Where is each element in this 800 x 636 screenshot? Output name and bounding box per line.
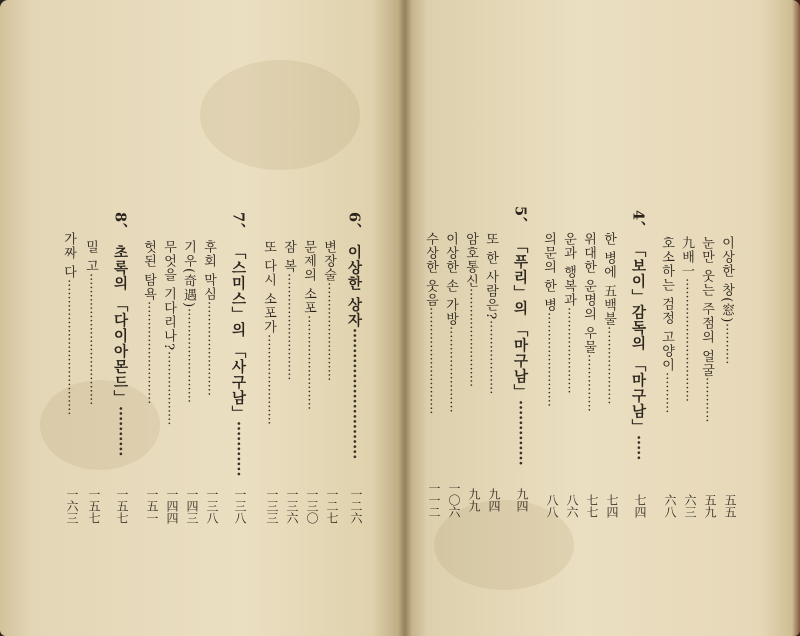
leader-dots: ························ [463,288,478,388]
entry-title: 후회 막심 [201,240,216,302]
page-edge [792,0,800,636]
leader-dots: ············· [511,399,529,466]
toc-entry [602,232,615,405]
toc-entry [680,236,693,402]
page-number: 一三八 [205,488,219,524]
page-number: 八六 [565,494,579,518]
page-number: 七四 [605,494,619,518]
leader-dots: ·························· [423,307,438,415]
leader-dots: ·········· [719,323,734,365]
leader-dots: ························ [321,282,336,382]
leader-dots: ························· [141,301,156,405]
toc-entry [84,240,97,405]
entry-title: 기우(奇遇) [181,240,196,309]
leader-dots: ·························· [345,328,363,460]
toc-entry-chapter-4 [630,210,645,460]
chapter-number: 7、 [229,212,247,239]
toc-entry [62,232,75,416]
chapter-number: 6、 [345,212,363,239]
entry-title: 이상한 상자 [345,244,363,329]
page-number: 六八 [663,494,677,518]
page-number: 一二七 [325,488,339,524]
leader-dots: ······················· [181,308,196,404]
page-number: 一三三 [265,488,279,524]
page-number: 九四 [515,488,529,512]
leader-dots: ····················· [443,326,458,414]
leader-dots: ································ [83,273,98,406]
entry-title: 「스미스」의 「사구남」 [229,244,247,422]
toc-entry [484,232,497,395]
page-number: 五九 [703,494,717,518]
toc-entry [202,240,215,396]
entry-title: 위대한 운명의 우물 [581,232,596,355]
chapter-number: 4、 [629,210,647,237]
page-number: 一五七 [87,488,101,524]
toc-entry [262,240,275,425]
leader-dots: ······················ [261,334,276,426]
leader-dots: ·················· [161,351,176,426]
entry-title: 눈만 웃는 주점의 얼굴 [699,236,714,378]
toc-entry [182,240,195,403]
page-number: 一五七 [115,488,129,524]
toc-entry [424,232,437,415]
entry-title: 「보이」감독의 「마구남」 [629,242,647,435]
page-number: 一四三 [185,488,199,524]
page-number: 七四 [633,494,647,518]
chapter-number: 5、 [511,206,529,233]
entry-title: 변장술 [321,240,336,282]
toc-entry [562,232,575,394]
entry-title: 암호통신 [463,232,478,288]
toc-entry [282,240,295,381]
page-number: 九四 [487,488,501,512]
leader-dots: ··········· [699,377,714,423]
leader-dots: ······················· [301,315,316,411]
toc-entry [542,232,555,407]
page-number: 一三六 [285,488,299,524]
entry-title: 수상한 웃음 [423,232,438,308]
page-number: 一四四 [165,488,179,524]
page-number: 一〇六 [447,482,461,518]
entry-title: 문제의 소포 [301,240,316,316]
right-page [404,0,800,636]
toc-entry-chapter-8 [112,212,127,456]
entry-title: 또 다시 소포가 [261,240,276,335]
page-number: 一五一 [145,488,159,524]
entry-title: 잠 복 [281,240,296,274]
page-number: 一二六 [349,488,363,524]
page-number: 一三八 [233,488,247,524]
toc-entry [660,236,673,414]
entry-title: 밀 고 [83,240,98,274]
leader-dots: ·········· [659,372,674,414]
entry-title: 운과 행복과 [561,232,576,308]
entry-title: 이상한 창(窓) [719,236,734,324]
toc-entry-chapter-7 [230,212,245,477]
toc-entry [582,232,595,412]
entry-title: 九배一 [679,236,694,278]
page-number: 一三〇 [305,488,319,524]
page-number: 六三 [683,494,697,518]
toc-entry-chapter-6 [346,212,361,459]
page-number: 九九 [467,488,481,512]
chapter-number: 8、 [111,212,129,239]
toc-entry [444,232,457,413]
leader-dots: ·················· [483,320,498,395]
toc-entry-chapter-5 [512,206,527,465]
book-gutter [398,0,412,636]
page-number: 八八 [545,494,559,518]
page-number: 一一二 [427,482,441,518]
entry-title: 또 한 사람은? [483,232,498,321]
leader-dots: ·························· [281,273,296,381]
entry-title: 「푸리」의 「마구남」 [511,238,529,400]
entry-title: 호소하는 검정 고양이 [659,236,674,373]
leader-dots: ································· [61,279,76,416]
page-number: 一六三 [65,488,79,524]
toc-entry [322,240,335,381]
toc-entry [142,240,155,404]
leader-dots: ······················· [541,312,556,408]
leader-dots: ··················· [601,326,616,405]
entry-title: 무엇을 기다리나? [161,240,176,352]
entry-title: 초록의 「다이아몬드」 [111,244,129,406]
toc-entry [720,236,733,365]
entry-title: 헛된 탐욕 [141,240,156,302]
toc-entry [162,240,175,426]
leader-dots: ····················· [561,307,576,394]
leader-dots: ·············· [581,354,596,413]
page-number: 七七 [585,494,599,518]
leader-dots: ······························ [679,278,694,402]
paper-stain [200,60,360,170]
leader-dots: ······················· [201,301,216,397]
leader-dots: ··········· [229,421,247,477]
entry-title: 의문의 한 병 [541,232,556,313]
toc-entry [302,240,315,410]
leader-dots: ····· [629,434,647,460]
entry-title: 가짜 다 [61,232,76,280]
leader-dots: ·········· [111,405,129,457]
entry-title: 이상한 손 가방 [443,232,458,327]
toc-entry [464,232,477,387]
page-number: 五五 [723,494,737,518]
toc-entry [700,236,713,423]
entry-title: 한 병에 五백불 [601,232,616,327]
